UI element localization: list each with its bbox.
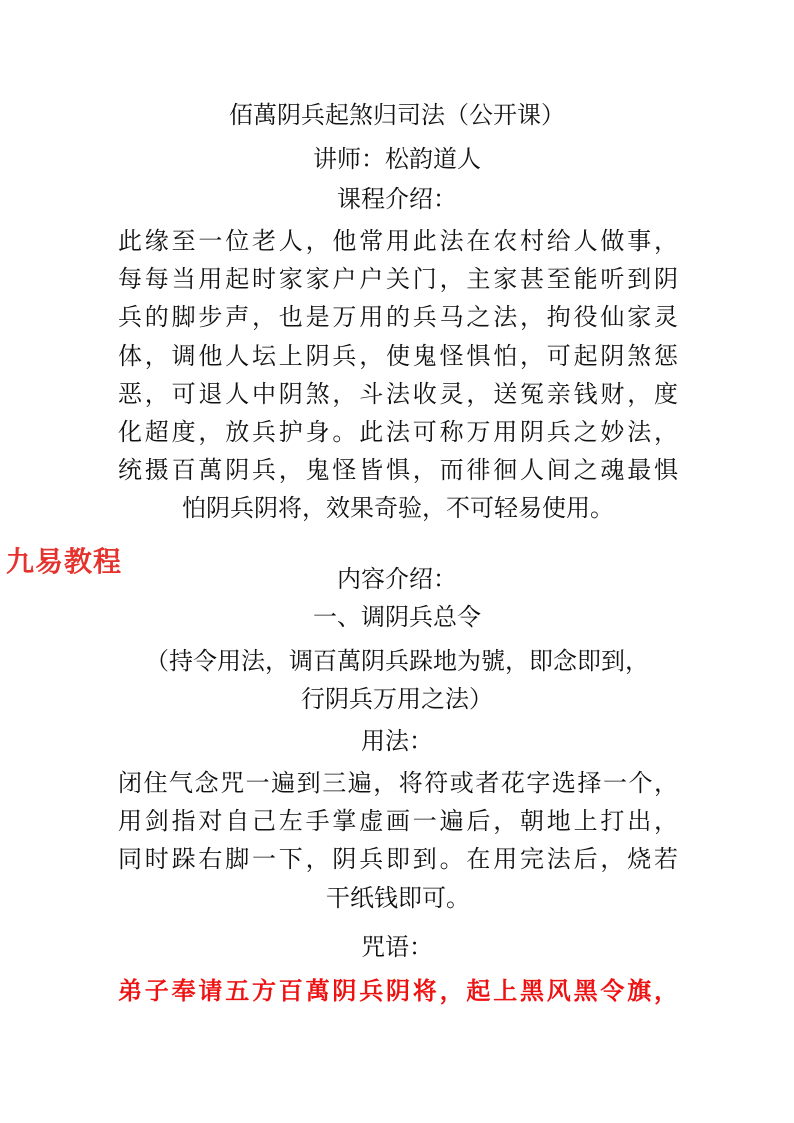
incantation-heading: 咒语： [361, 933, 433, 961]
course-intro-heading: 课程介绍： [337, 185, 457, 213]
course-intro-line: 统摄百萬阴兵，鬼怪皆惧，而徘徊人间之魂最惧 [118, 456, 678, 485]
course-intro-line: 此缘至一位老人，他常用此法在农村给人做事， [118, 227, 678, 255]
usage-line: 干纸钱即可。 [326, 883, 470, 912]
lecturer-line: 讲师：松韵道人 [313, 145, 481, 173]
usage-heading: 用法： [361, 727, 433, 755]
course-intro-line: 化超度，放兵护身。此法可称万用阴兵之妙法， [118, 417, 678, 446]
incantation-paragraph [118, 972, 678, 1010]
content-intro-heading: 内容介绍： [337, 565, 457, 593]
usage-paragraph [118, 764, 678, 917]
usage-line: 同时跺右脚一下，阴兵即到。在用完法后，烧若 [118, 845, 678, 874]
usage-line: 闭住气念咒一遍到三遍，将符或者花字选择一个， [118, 769, 678, 797]
section-one-note-line: 行阴兵万用之法） [301, 685, 493, 713]
course-intro-line: 怕阴兵阴将，效果奇验，不可轻易使用。 [182, 494, 614, 523]
course-intro-line: 恶，可退人中阴煞，斗法收灵，送冤亲钱财，度 [118, 379, 678, 408]
course-intro-paragraph [118, 222, 678, 528]
course-intro-line: 兵的脚步声，也是万用的兵马之法，拘役仙家灵 [118, 303, 678, 332]
section-one-heading: 一、调阴兵总令 [313, 603, 481, 631]
incantation-line: 弟子奉请五方百萬阴兵阴将，起上黑风黑令旗， [118, 976, 678, 1005]
course-intro-line: 每每当用起时家家户户关门，主家甚至能听到阴 [118, 265, 678, 294]
document-title: 佰萬阴兵起煞归司法（公开课） [229, 101, 565, 129]
section-one-note-line: （持令用法，调百萬阴兵跺地为號，即念即到， [145, 647, 649, 675]
course-intro-line: 体，调他人坛上阴兵，使鬼怪惧怕，可起阴煞惩 [118, 341, 678, 370]
watermark-logo: 九易教程 [6, 545, 123, 578]
usage-line: 用剑指对自己左手掌虚画一遍后，朝地上打出， [118, 807, 678, 836]
